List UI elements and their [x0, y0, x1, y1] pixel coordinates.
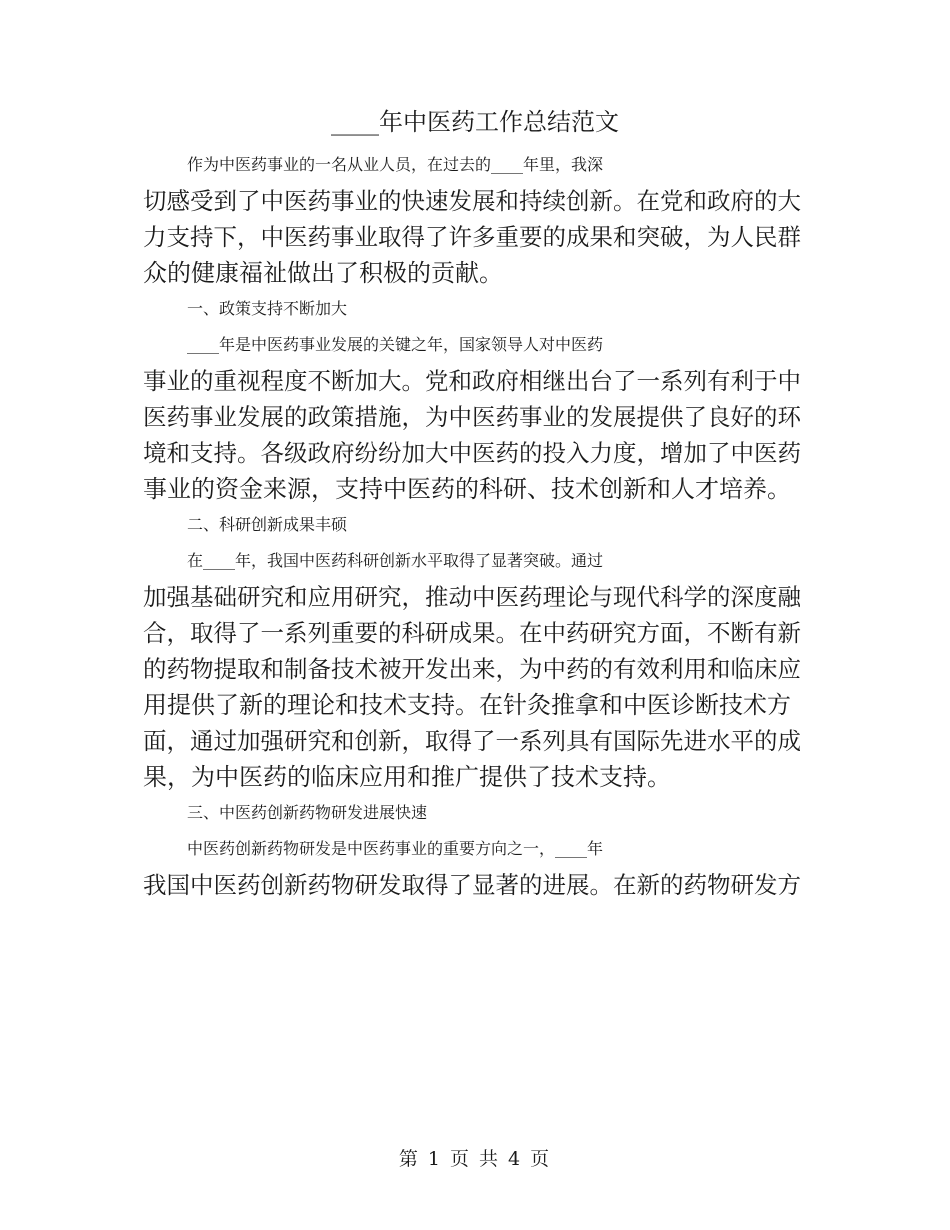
- text-line: 作为中医药事业的一名从业人员，在过去的____年里，我深: [187, 155, 604, 174]
- document-body: [143, 147, 803, 903]
- text-line: 境和支持。各级政府纷纷加大中医药的投入力度，增加了中医药: [143, 439, 801, 467]
- text-line: 医药事业发展的政策措施，为中医药事业的发展提供了良好的环: [143, 403, 801, 431]
- text-line: 中医药创新药物研发是中医药事业的重要方向之一，____年: [187, 839, 604, 858]
- text-line: 果，为中医药的临床应用和推广提供了技术支持。: [143, 763, 671, 791]
- text-line: 的药物提取和制备技术被开发出来，为中药的有效利用和临床应: [143, 655, 801, 683]
- text-line: 面，通过加强研究和创新，取得了一系列具有国际先进水平的成: [143, 727, 801, 755]
- text-line: 用提供了新的理论和技术支持。在针灸推拿和中医诊断技术方: [143, 691, 791, 719]
- text-line: 力支持下，中医药事业取得了许多重要的成果和突破，为人民群: [143, 223, 801, 251]
- text-line: ____年是中医药事业发展的关键之年，国家领导人对中医药: [187, 335, 604, 354]
- text-line: 事业的重视程度不断加大。党和政府相继出台了一系列有利于中: [143, 367, 801, 395]
- text-line: 加强基础研究和应用研究，推动中医药理论与现代科学的深度融: [143, 583, 801, 611]
- page-number-footer: 第 1 页 共 4 页: [398, 1148, 552, 1170]
- text-line: 在____年，我国中医药科研创新水平取得了显著突破。通过: [187, 551, 604, 570]
- text-line: 事业的资金来源，支持中医药的科研、技术创新和人才培养。: [143, 475, 791, 503]
- section-heading: 二、科研创新成果丰硕: [187, 515, 348, 534]
- document-title: ____年中医药工作总结范文: [331, 108, 619, 136]
- section-heading: 三、中医药创新药物研发进展快速: [187, 803, 428, 822]
- section-heading: 一、政策支持不断加大: [187, 299, 348, 318]
- text-line: 切感受到了中医药事业的快速发展和持续创新。在党和政府的大: [143, 187, 801, 215]
- text-line: 我国中医药创新药物研发取得了显著的进展。在新的药物研发方: [143, 871, 801, 899]
- body-text: [143, 147, 803, 903]
- text-line: 合，取得了一系列重要的科研成果。在中药研究方面，不断有新: [143, 619, 801, 647]
- text-line: 众的健康福祉做出了积极的贡献。: [143, 259, 503, 287]
